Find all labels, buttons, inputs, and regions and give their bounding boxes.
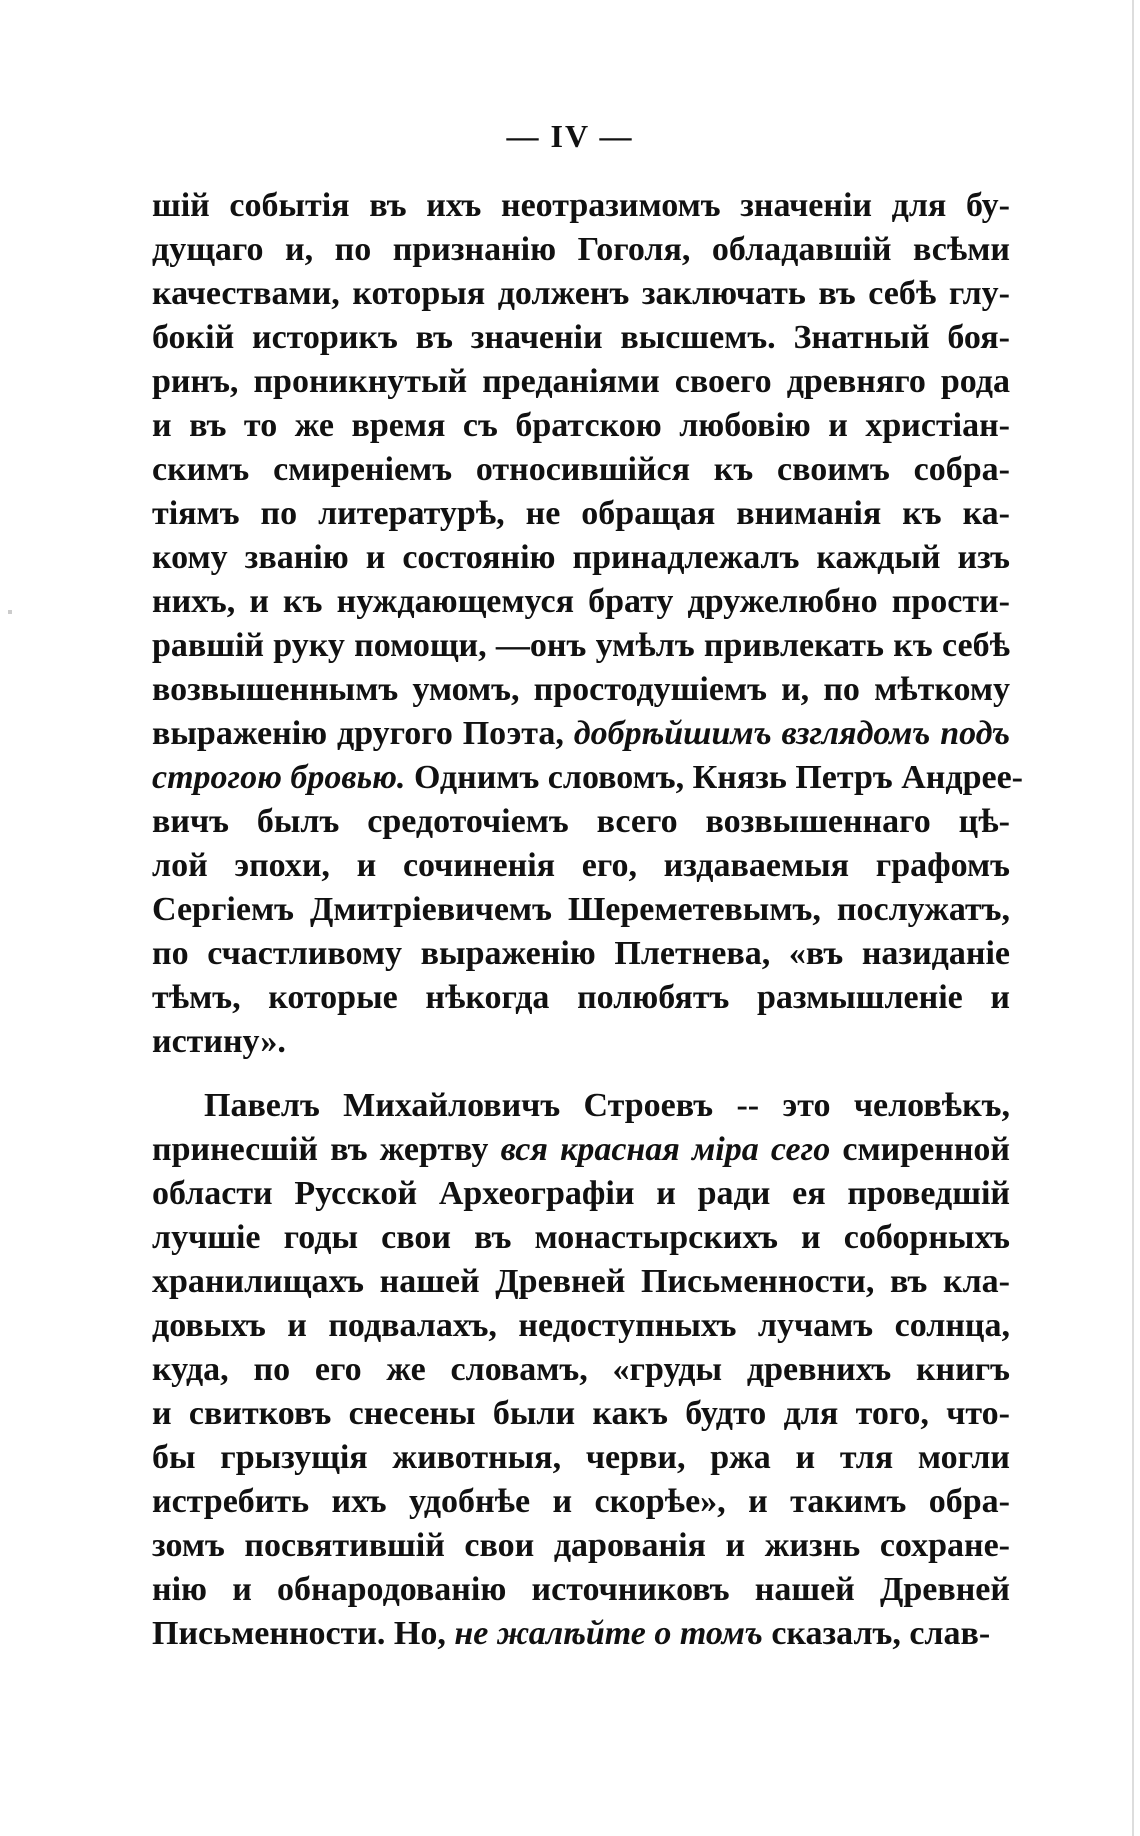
paragraph-2 bbox=[152, 1084, 1010, 1656]
text-run: возвышеннымъ умомъ, простодушіемъ и, по мѣткому bbox=[152, 671, 1010, 708]
text-run: кому званію и состоянію принадлежалъ каждый изъ bbox=[152, 539, 1010, 576]
text-line bbox=[152, 1084, 1010, 1128]
italic-phrase: добрѣйшимъ взглядомъ подъ bbox=[573, 715, 1011, 752]
text-line bbox=[152, 888, 1010, 932]
text-line bbox=[152, 1260, 1010, 1304]
text-line bbox=[152, 316, 1010, 360]
text-line bbox=[152, 800, 1010, 844]
text-run: лой эпохи, и сочиненія его, издаваемыя графомъ bbox=[152, 847, 1010, 884]
text-line bbox=[152, 448, 1010, 492]
text-run: качествами, которыя долженъ заключать въ себѣ глу- bbox=[152, 275, 1010, 312]
paragraph-gap bbox=[152, 1064, 1010, 1084]
scan-speck bbox=[8, 610, 12, 614]
text-line bbox=[152, 668, 1010, 712]
text-run: шій событія въ ихъ неотразимомъ значеніи для бу- bbox=[152, 187, 1010, 224]
text-run: нихъ, и къ нуждающемуся брату дружелюбно прости- bbox=[152, 583, 1010, 620]
text-run: смиренной bbox=[830, 1131, 1010, 1168]
text-line bbox=[152, 184, 1010, 228]
italic-phrase: строгою бровью. bbox=[152, 759, 406, 796]
text-line bbox=[152, 712, 1010, 756]
text-run: куда, по его же словамъ, «груды древнихъ книгъ bbox=[152, 1351, 1010, 1388]
text-run: тѣмъ, которые нѣкогда полюбятъ размышленіе и bbox=[152, 979, 1010, 1016]
text-line bbox=[152, 1216, 1010, 1260]
text-run: области Русской Археографіи и ради ея проведшій bbox=[152, 1175, 1010, 1212]
text-run: тіямъ по литературѣ, не обращая вниманія къ ка- bbox=[152, 495, 1010, 532]
text-run: принесшій въ жертву bbox=[152, 1131, 501, 1168]
text-line bbox=[152, 1436, 1010, 1480]
page-number: — IV — bbox=[506, 118, 634, 154]
text-line bbox=[152, 624, 1010, 668]
text-line bbox=[152, 932, 1010, 976]
text-run: Однимъ словомъ, Князь Петръ Андрее- bbox=[405, 759, 1023, 796]
text-line bbox=[152, 1020, 1010, 1064]
text-run: выраженію другого Поэта, bbox=[152, 715, 574, 752]
text-run: зомъ посвятившій свои дарованія и жизнь сохране- bbox=[152, 1527, 1010, 1564]
text-line bbox=[152, 1348, 1010, 1392]
text-line bbox=[152, 844, 1010, 888]
text-run: сказалъ, слав- bbox=[762, 1615, 991, 1652]
text-run: бокій историкъ въ значеніи высшемъ. Знатный боя- bbox=[152, 319, 1010, 356]
text-run: вичъ былъ средоточіемъ всего возвышеннаго цѣ- bbox=[152, 803, 1010, 840]
text-line bbox=[152, 1568, 1010, 1612]
text-line bbox=[152, 976, 1010, 1020]
text-run: лучшіе годы свои въ монастырскихъ и соборныхъ bbox=[152, 1219, 1010, 1256]
text-run: бы грызущія животныя, черви, ржа и тля могли bbox=[152, 1439, 1010, 1476]
text-run: ринъ, проникнутый преданіями своего древняго рода bbox=[152, 363, 1010, 400]
text-run: равшій руку помощи, —онъ умѣлъ привлекать къ себѣ bbox=[152, 627, 1010, 664]
scan-edge-line bbox=[1132, 0, 1134, 1836]
text-line bbox=[152, 1172, 1010, 1216]
italic-phrase: вся красная міра сего bbox=[500, 1131, 831, 1168]
text-line bbox=[152, 404, 1010, 448]
text-run: по счастливому выраженію Плетнева, «въ назиданіе bbox=[152, 935, 1010, 972]
text-line bbox=[152, 756, 1023, 800]
text-line bbox=[152, 1480, 1010, 1524]
text-run: нію и обнародованію источниковъ нашей Древней bbox=[152, 1571, 1010, 1608]
text-line bbox=[152, 1392, 1010, 1436]
body-text bbox=[152, 184, 1023, 1656]
text-run: Сергіемъ Дмитріевичемъ Шереметевымъ, послужатъ, bbox=[152, 891, 1010, 928]
text-run: хранилищахъ нашей Древней Письменности, въ кла- bbox=[152, 1263, 1010, 1300]
text-run: истину». bbox=[152, 1023, 286, 1060]
text-run: скимъ смиреніемъ относившійся къ своимъ собра- bbox=[152, 451, 1010, 488]
paragraph-1 bbox=[152, 184, 1023, 1064]
text-run: истребить ихъ удобнѣе и скорѣе», и такимъ обра- bbox=[152, 1483, 1010, 1520]
text-line bbox=[152, 1128, 1010, 1172]
text-run: довыхъ и подвалахъ, недоступныхъ лучамъ солнца, bbox=[152, 1307, 1010, 1344]
text-run: и свитковъ снесены были какъ будто для того, что- bbox=[152, 1395, 1010, 1432]
italic-phrase: не жалѣйте о томъ bbox=[454, 1615, 763, 1652]
text-run: и въ то же время съ братскою любовію и христіан- bbox=[152, 407, 1010, 444]
text-line bbox=[152, 360, 1010, 404]
text-line bbox=[152, 536, 1010, 580]
text-line bbox=[152, 228, 1010, 272]
text-run: Письменности. Но, bbox=[152, 1615, 455, 1652]
text-line bbox=[152, 1612, 1010, 1656]
text-line bbox=[152, 272, 1010, 316]
text-line bbox=[152, 1524, 1010, 1568]
text-run: Павелъ Михайловичъ Строевъ -- это человѣкъ, bbox=[204, 1087, 1010, 1124]
text-line bbox=[152, 1304, 1010, 1348]
text-run: дущаго и, по признанію Гоголя, обладавшій всѣми bbox=[152, 231, 1010, 268]
text-line bbox=[152, 580, 1010, 624]
text-line bbox=[152, 492, 1010, 536]
